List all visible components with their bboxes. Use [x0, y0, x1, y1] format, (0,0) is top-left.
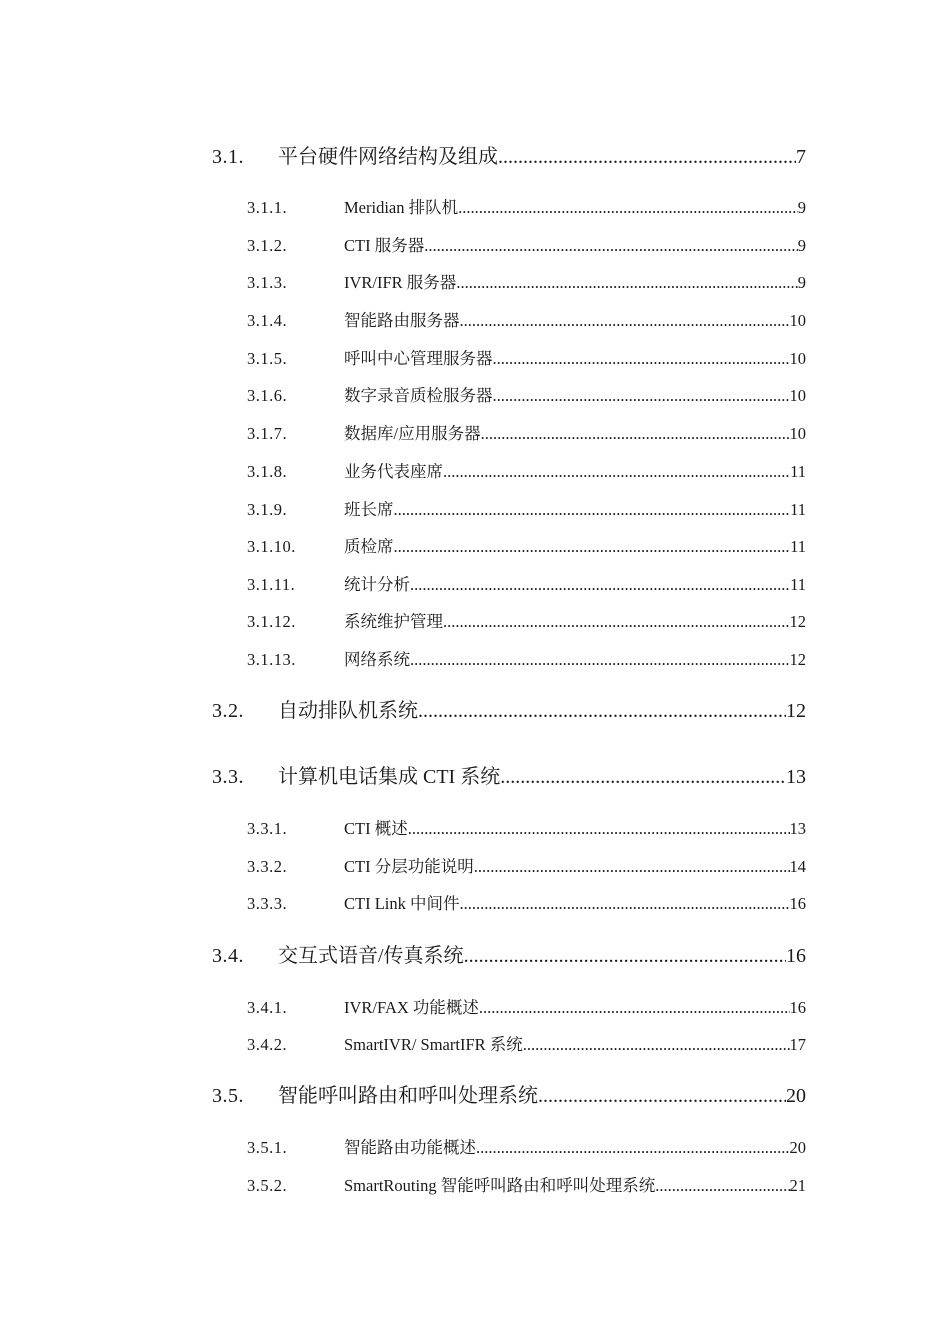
toc-entry-title: 质检席	[344, 537, 394, 556]
dot-leader	[456, 273, 797, 293]
toc-entry[interactable]	[247, 1134, 806, 1158]
toc-entry-number: 3.1.11.	[247, 575, 296, 594]
toc-entry[interactable]	[247, 815, 806, 839]
toc-entry-number: 3.1.7.	[247, 424, 288, 443]
toc-entry[interactable]	[247, 458, 806, 482]
toc-entry[interactable]	[247, 496, 806, 520]
toc-entry[interactable]	[212, 760, 806, 789]
toc-entry-page-number: 9	[797, 198, 806, 217]
toc-entry-page-number: 10	[789, 424, 806, 443]
toc-entry[interactable]	[247, 533, 806, 557]
toc-entry-number: 3.5.1.	[247, 1138, 288, 1157]
toc-entry-title: 数据库/应用服务器	[344, 424, 481, 443]
toc-entry[interactable]	[247, 890, 806, 914]
toc-entry-title: 交互式语音/传真系统	[278, 945, 464, 967]
dot-leader	[476, 1138, 790, 1158]
toc-entry[interactable]	[212, 694, 806, 723]
dot-leader	[493, 386, 790, 406]
toc-entry-title: 系统维护管理	[344, 612, 443, 631]
toc-entry-number: 3.1.5.	[247, 349, 288, 368]
toc-entry-title: 计算机电话集成 CTI 系统	[278, 766, 501, 788]
toc-entry-title: CTI 概述	[344, 819, 408, 838]
toc-entry-number: 3.3.3.	[247, 894, 288, 913]
toc-entry-page-number: 10	[789, 349, 806, 368]
toc-entry[interactable]	[247, 1172, 806, 1196]
toc-entry-number: 3.4.	[212, 945, 244, 967]
toc-entry-page-number: 13	[786, 766, 806, 788]
dot-leader	[410, 650, 790, 670]
toc-entry-title: CTI Link 中间件	[344, 894, 460, 913]
dot-leader	[394, 500, 791, 520]
toc-entry-number: 3.1.6.	[247, 386, 288, 405]
toc-entry[interactable]	[247, 382, 806, 406]
dot-leader	[500, 766, 786, 789]
toc-entry-title: 智能路由服务器	[344, 311, 460, 330]
toc-entry-title: 数字录音质检服务器	[344, 386, 493, 405]
toc-entry-page-number: 9	[797, 273, 806, 292]
dot-leader	[443, 462, 790, 482]
toc-entry-title: CTI 分层功能说明	[344, 857, 474, 876]
dot-leader	[410, 575, 790, 595]
dot-leader	[443, 612, 790, 632]
toc-entry-page-number: 12	[789, 650, 806, 669]
dot-leader	[464, 945, 786, 968]
toc-entry-page-number: 20	[789, 1138, 806, 1157]
toc-entry-number: 3.1.2.	[247, 236, 288, 255]
toc-entry-number: 3.4.1.	[247, 998, 288, 1017]
toc-entry-page-number: 12	[789, 612, 806, 631]
toc-entry[interactable]	[247, 420, 806, 444]
toc-entry-title: SmartIVR/ SmartIFR 系统	[344, 1035, 523, 1054]
dot-leader	[538, 1085, 786, 1108]
toc-entry-page-number: 11	[790, 462, 806, 481]
toc-entry-page-number: 12	[786, 700, 806, 722]
toc-entry-title: 智能路由功能概述	[344, 1138, 476, 1157]
toc-entry-number: 3.4.2.	[247, 1035, 288, 1054]
toc-entry[interactable]	[247, 307, 806, 331]
toc-entry-page-number: 21	[789, 1176, 806, 1195]
toc-entry[interactable]	[247, 994, 806, 1018]
toc-entry[interactable]	[247, 194, 806, 218]
toc-entry-title: CTI 服务器	[344, 236, 425, 255]
toc-entry[interactable]	[247, 269, 806, 293]
toc-entry-title: 呼叫中心管理服务器	[344, 349, 493, 368]
toc-entry-page-number: 9	[797, 236, 806, 255]
toc-entry-title: 统计分析	[344, 575, 410, 594]
toc-entry[interactable]	[247, 853, 806, 877]
dot-leader	[460, 311, 790, 331]
toc-entry-number: 3.3.	[212, 766, 244, 788]
dot-leader	[523, 1035, 790, 1055]
toc-entry-page-number: 10	[789, 311, 806, 330]
toc-entry-page-number: 13	[789, 819, 806, 838]
dot-leader	[655, 1176, 789, 1196]
toc-entry-number: 3.1.8.	[247, 462, 288, 481]
toc-entry-page-number: 16	[789, 998, 806, 1017]
toc-entry-number: 3.1.13.	[247, 650, 296, 669]
toc-entry-page-number: 11	[790, 500, 806, 519]
toc-entry[interactable]	[247, 608, 806, 632]
toc-entry-page-number: 16	[789, 894, 806, 913]
toc-entry-page-number: 17	[789, 1035, 806, 1054]
dot-leader	[418, 700, 786, 723]
toc-entry-number: 3.1.9.	[247, 500, 288, 519]
dot-leader	[460, 894, 790, 914]
toc-entry[interactable]	[247, 345, 806, 369]
toc-entry-title: 自动排队机系统	[278, 700, 418, 722]
toc-entry-number: 3.1.	[212, 146, 244, 168]
toc-entry[interactable]	[212, 939, 806, 968]
dot-leader	[498, 146, 796, 169]
dot-leader	[481, 424, 790, 444]
dot-leader	[474, 857, 790, 877]
toc-entry-title: 智能呼叫路由和呼叫处理系统	[278, 1085, 538, 1107]
dot-leader	[458, 198, 798, 218]
dot-leader	[493, 349, 790, 369]
toc-entry-title: 班长席	[344, 500, 394, 519]
toc-entry-number: 3.3.1.	[247, 819, 288, 838]
toc-entry[interactable]	[247, 1031, 806, 1055]
toc-entry-number: 3.1.1.	[247, 198, 288, 217]
toc-entry-number: 3.2.	[212, 700, 244, 722]
toc-entry-number: 3.3.2.	[247, 857, 288, 876]
toc-entry-page-number: 20	[786, 1085, 806, 1107]
dot-leader	[408, 819, 790, 839]
toc-entry-number: 3.5.2.	[247, 1176, 288, 1195]
toc-entry-number: 3.1.12.	[247, 612, 296, 631]
toc-entry-title: SmartRouting 智能呼叫路由和呼叫处理系统	[344, 1176, 656, 1195]
toc-entry-title: 网络系统	[344, 650, 410, 669]
toc-entry[interactable]	[247, 232, 806, 256]
dot-leader	[394, 537, 791, 557]
toc-entry-page-number: 7	[796, 146, 806, 168]
toc-entry-title: 业务代表座席	[344, 462, 443, 481]
toc-entry-number: 3.5.	[212, 1085, 244, 1107]
toc-entry-page-number: 10	[789, 386, 806, 405]
toc-entry[interactable]	[247, 571, 806, 595]
toc-entry-title: IVR/FAX 功能概述	[344, 998, 479, 1017]
toc-entry[interactable]	[212, 140, 806, 169]
toc-entry-page-number: 11	[790, 575, 806, 594]
toc-entry-number: 3.1.3.	[247, 273, 288, 292]
toc-entry-title: Meridian 排队机	[344, 198, 459, 217]
dot-leader	[424, 236, 798, 256]
toc-entry-number: 3.1.4.	[247, 311, 288, 330]
dot-leader	[479, 998, 790, 1018]
toc-entry-number: 3.1.10.	[247, 537, 296, 556]
toc-entry-page-number: 11	[790, 537, 806, 556]
toc-entry-title: 平台硬件网络结构及组成	[278, 146, 498, 168]
toc-entry-page-number: 16	[786, 945, 806, 967]
toc-entry-page-number: 14	[789, 857, 806, 876]
toc-entry[interactable]	[212, 1079, 806, 1108]
toc-entry-title: IVR/IFR 服务器	[344, 273, 457, 292]
toc-entry[interactable]	[247, 646, 806, 670]
